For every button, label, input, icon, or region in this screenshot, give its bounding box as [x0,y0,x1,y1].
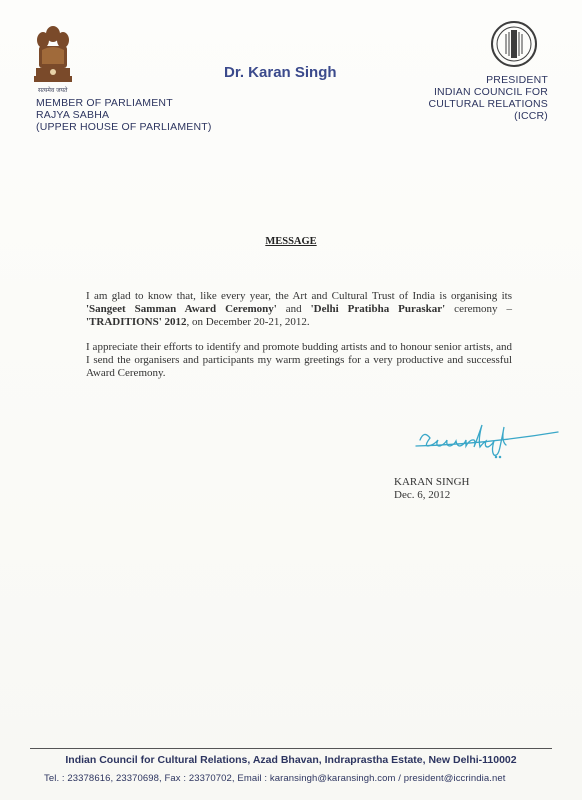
designation-line: INDIAN COUNCIL FOR [433,86,548,98]
footer-address: Indian Council for Cultural Relations, Azad Bhavan, Indraprastha Estate, New Delhi-110002 [65,754,517,766]
signatory-block [394,476,469,502]
message-paragraph-2: I appreciate their efforts to identify and promote budding artists and to honour senior artists, and I send the organisers and participants my warm greetings for a very productive and successful Award Ceremony. [86,341,512,379]
member-designation [36,97,212,133]
text-run: I am glad to know that, like every year, the Art and Cultural Trust of India is organising its [86,290,512,302]
designation-line: (ICCR) [514,110,548,122]
traditions-name: 'TRADITIONS' 2012 [86,316,187,328]
footer-contact: Tel. : 23378616, 23370698, Fax : 23370702, Email : karansingh@karansingh.com / president@iccrindia.net [44,773,506,784]
national-emblem-icon [30,22,76,94]
letterhead-name: Dr. Karan Singh [224,64,337,81]
message-heading: MESSAGE [265,236,317,247]
iccr-designation [428,74,548,122]
letter-date: Dec. 6, 2012 [394,489,451,501]
puraskar-name: 'Delhi Pratibha Puraskar' [310,303,446,315]
text-run: ceremony – [445,303,512,315]
message-paragraph-1 [86,290,512,329]
designation-line: (UPPER HOUSE OF PARLIAMENT) [36,121,212,133]
signatory-name: KARAN SINGH [394,476,470,488]
designation-line: PRESIDENT [486,74,548,86]
handwritten-signature-icon [410,410,560,466]
footer-divider [30,748,552,749]
emblem-caption: सत्यमेव जयते [38,87,68,94]
designation-line: CULTURAL RELATIONS [428,98,548,110]
designation-line: RAJYA SABHA [36,109,110,121]
designation-line: MEMBER OF PARLIAMENT [36,97,173,109]
text-run: and [276,303,311,315]
iccr-seal-icon [490,20,538,68]
award-ceremony-name: 'Sangeet Samman Award Ceremony' [86,303,277,315]
text-run: , on December 20-21, 2012. [186,316,310,328]
